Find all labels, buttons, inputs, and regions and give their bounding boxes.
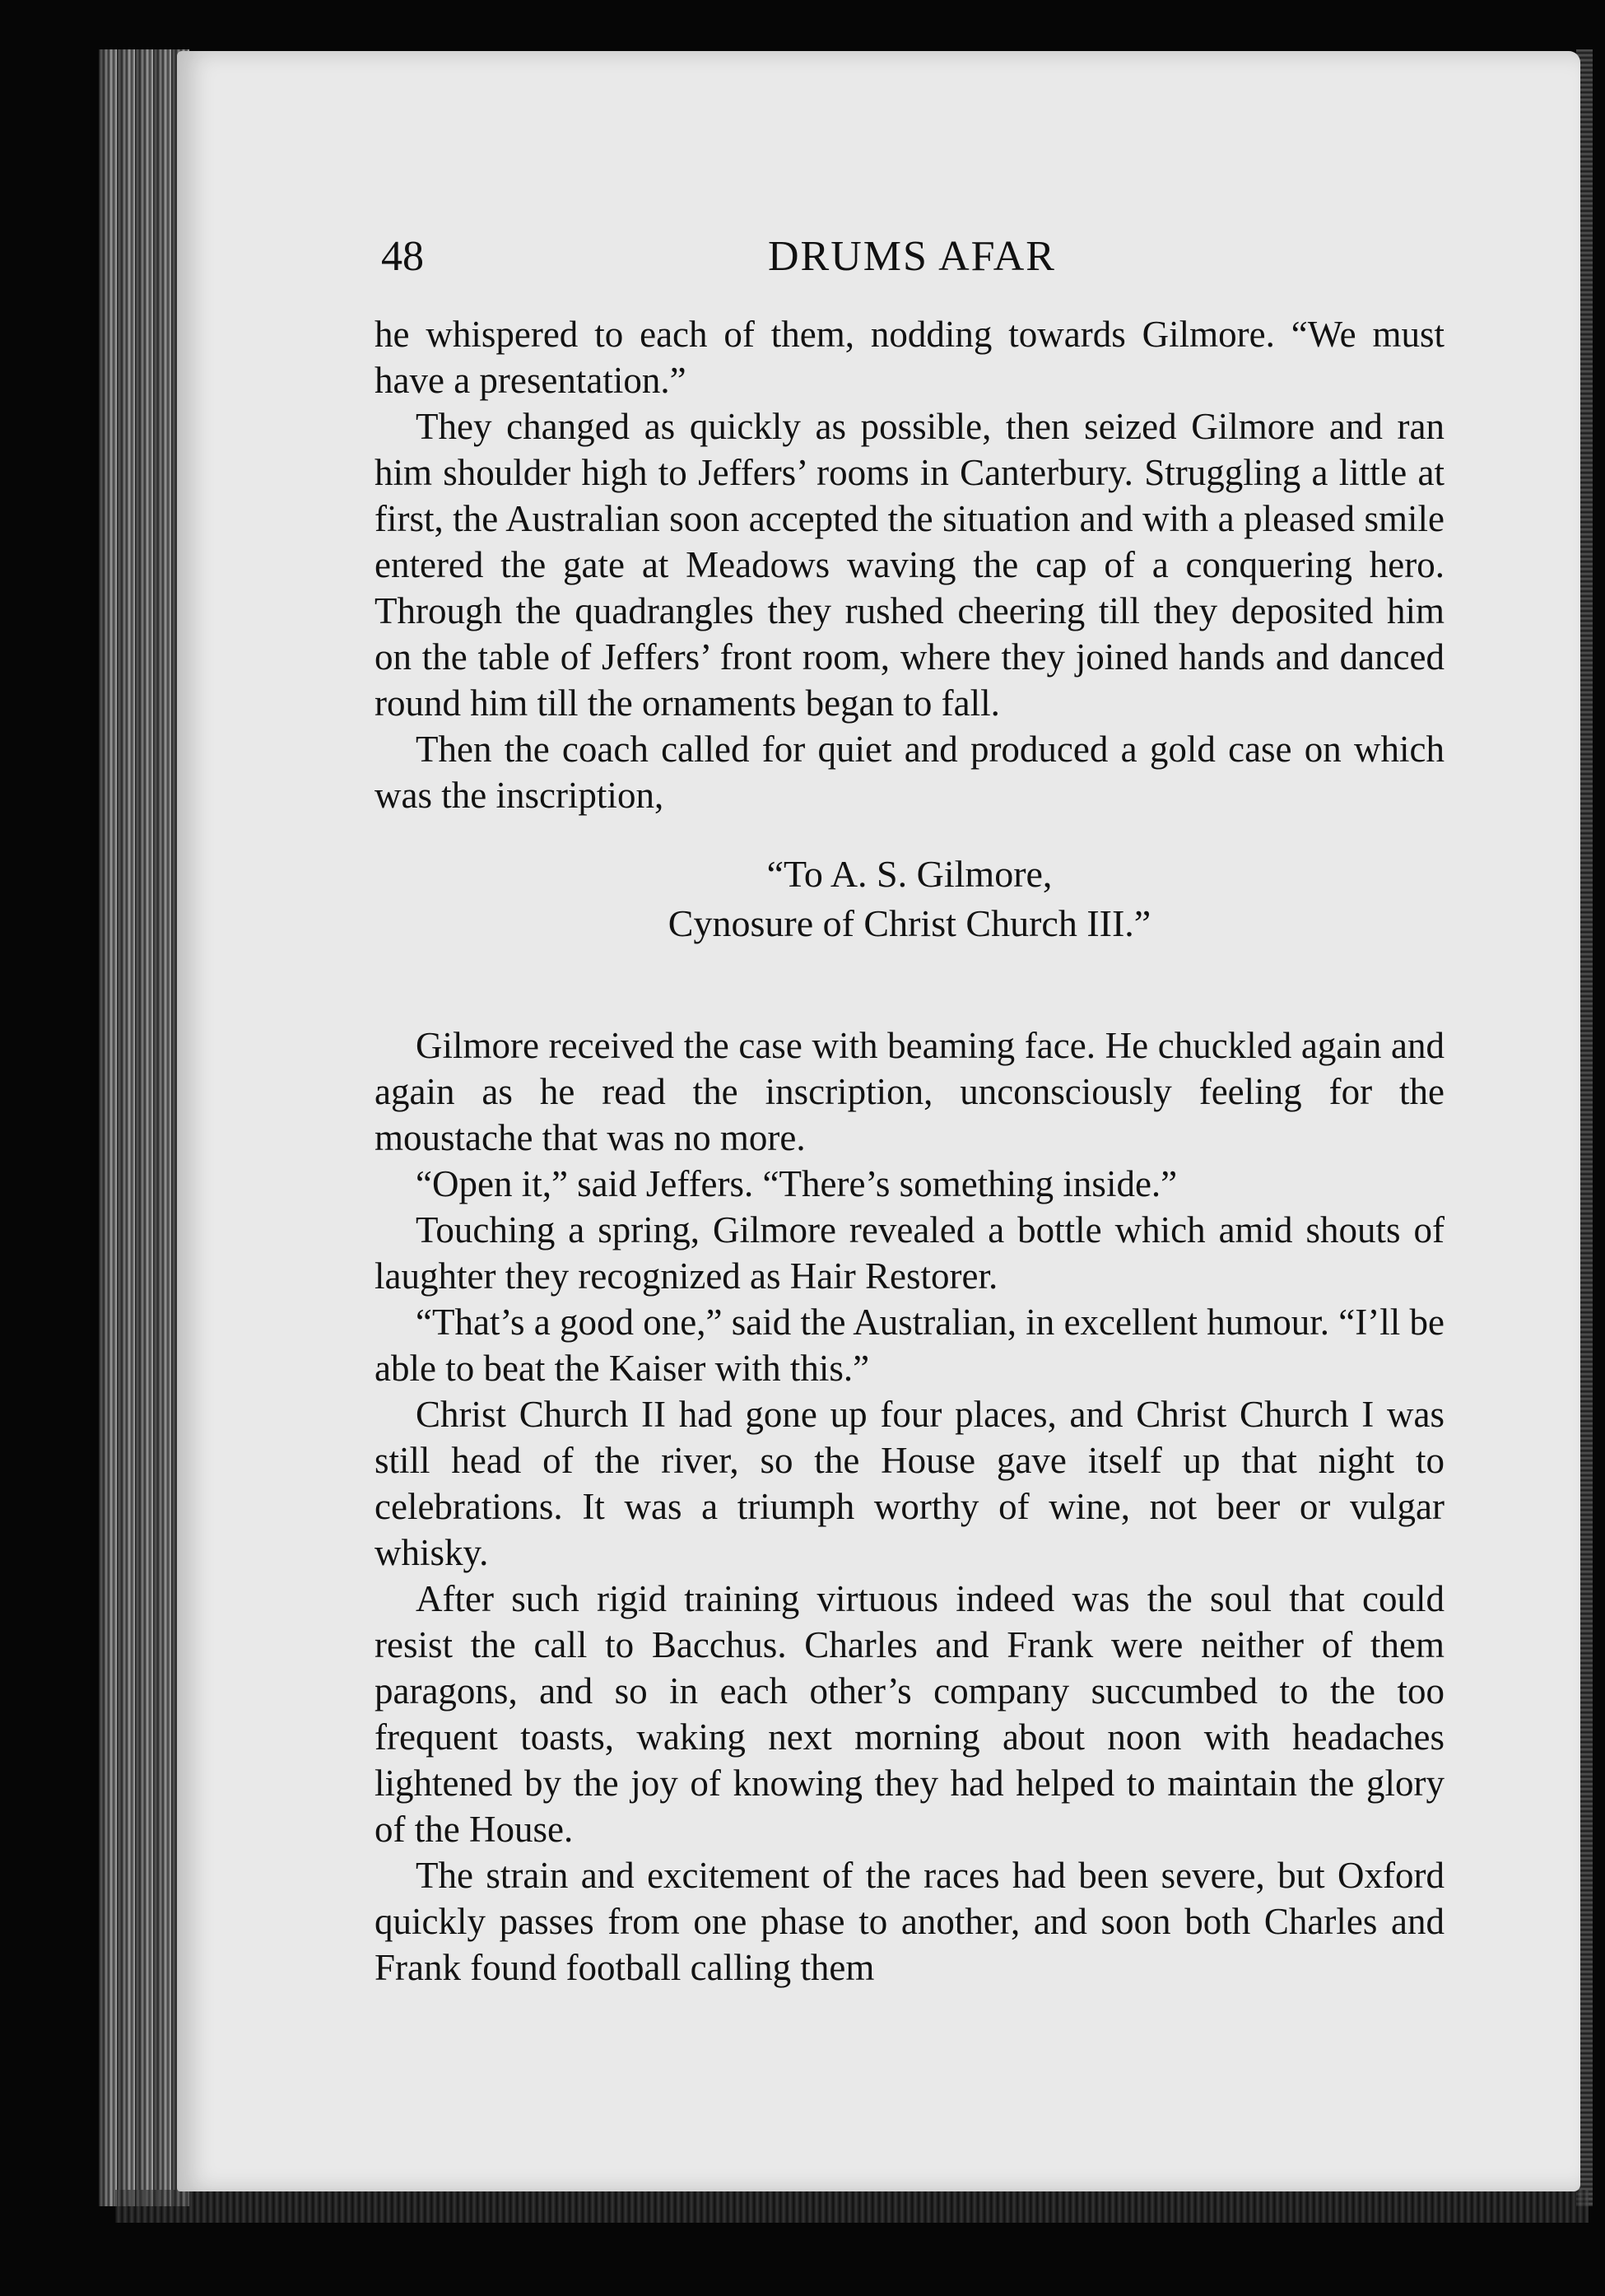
page-edge-bottom <box>115 2190 1589 2223</box>
inscription-line: “To A. S. Gilmore, <box>766 853 1053 895</box>
paragraph: The strain and excitement of the races had been severe, but Oxford quickly passes from one phase to another, and soon both Charles and Frank found football calling them <box>374 1855 1444 1988</box>
page-number: 48 <box>381 233 424 280</box>
paragraph: After such rigid training virtuous indeed was the soul that could resist the call to Bacchus. Charles and Frank were neither of them paragons, and so in each other’s company succumbed to the too frequent toasts, waking next morning about noon with headaches lightened by the joy of knowing they had helped to maintain the glory of the House. <box>374 1578 1444 1850</box>
paragraph: Christ Church II had gone up four places, and Christ Church I was still head of the river, so the House gave itself up that night to celebrations. It was a triumph worthy of wine, not beer or vulgar whisky. <box>374 1394 1444 1573</box>
paragraph: Gilmore received the case with beaming face. He chuckled again and again as he read the inscription, unconsciously feeling for the moustache that was no more. <box>374 1025 1444 1158</box>
inscription-line: Cynosure of Christ Church III.” <box>668 902 1151 944</box>
paragraph: They changed as quickly as possible, then seized Gilmore and ran him shoulder high to Jeffers’ rooms in Canterbury. Struggling a little at first, the Australian soon accepted the situation and with a pleased smile entered the gate at Meadows waving the cap of a conquering hero. Through the quadrangles they rushed cheering till they deposited him on the table of Jeffers’ front room, where they joined hands and danced round him till the ornaments began to fall. <box>374 406 1444 724</box>
paragraph: “That’s a good one,” said the Australian, in excellent humour. “I’ll be able to beat the Kaiser with this.” <box>374 1302 1444 1389</box>
running-title: DRUMS AFAR <box>768 233 1056 280</box>
paragraph: “Open it,” said Jeffers. “There’s something inside.” <box>416 1163 1178 1204</box>
book-spine-binding <box>99 49 189 2206</box>
paragraph: Then the coach called for quiet and produced a gold case on which was the inscription, <box>374 729 1444 816</box>
paragraph: he whispered to each of them, nodding towards Gilmore. “We must have a presentation.” <box>374 314 1444 401</box>
page-header <box>381 232 1435 290</box>
paragraph: Touching a spring, Gilmore revealed a bottle which amid shouts of laughter they recognized as Hair Restorer. <box>374 1209 1444 1297</box>
body-text <box>374 311 1444 1991</box>
inscription <box>374 850 1444 948</box>
